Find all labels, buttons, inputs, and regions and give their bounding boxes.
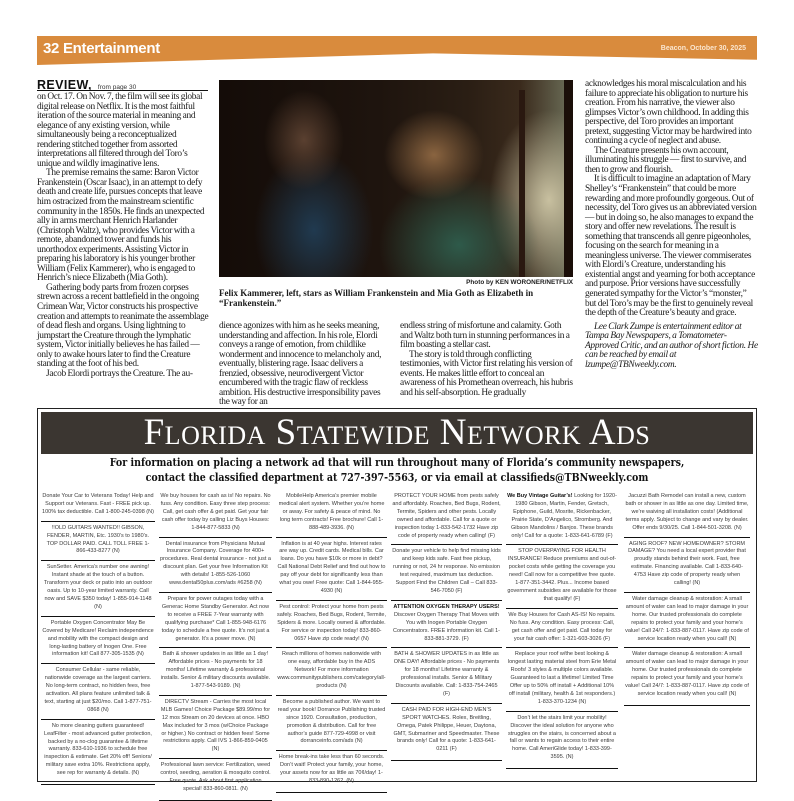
ad-text: MobileHelp America’s premier mobile medical alert system. Whether you’re home or away. For safety & peace of mind. No long term contracts! Free brochure! Call 1-888-489-3936. (N) [278,493,385,531]
ad-text: DIRECTV Stream - Carries the most local MLB Games! Choice Package $89.99/mo for 12 mos Stream on 20 devices at once. HBO Max included for 3 mos (w/Choice Package or higher.) No contract or hidden fees! Some restrictions apply. Call IVS 1-866-859-0405 (N) [160,698,271,753]
classified-ad [159,695,272,758]
classified-ad [276,490,387,537]
ad-text: Jacuzzi Bath Remodel can install a new, custom bath or shower in as little as one day. Limited time, we’re waiving all installation costs! (Additional terms apply. Subject to change and vary by dealer. Offer ends 9/30/25. Call 1-844-501-3208. (N) [625,493,749,531]
classified-ad [276,537,387,600]
article-paragraph: on Oct. 17. On Nov. 7, the film will see its global digital release on Netflix. It is the most faithful iteration of the source material in meaning and elegance of any existing version, while simultaneously being a reconceptualized rendering stitched together from assorted interpretations all filtered through del Toro’s unique and wildly imaginative lens. [37,92,203,169]
classified-ad [506,711,618,766]
classified-ad [159,647,272,695]
ad-text: Professional lawn service: Fertilization, weed control, seeding, aeration & mosquito control. Free quote. Ask about first application special! 833-860-0811. (N) [160,762,271,792]
article-column-4 [585,80,758,370]
article-paragraph: dience agonizes with him as he seeks meaning, understanding and affection. In his role, Elordi conveys a range of emotion, from childlike wonderment and innocence to melancholy and, eventually, blistering rage. Isaac delivers a frenzied, obsessive, neurodivergent Victor encumbered with the tragic flaw of reckless ambition. His destructive irresponsibility paves the way for an [219,321,382,408]
ad-text: Reach millions of homes nationwide with one easy, affordable buy in the ADS Network! For more information www.communitypublishers.com/category/all-products (N) [277,651,386,690]
ad-lead: ATTENTION OXYGEN THERAPY USERS! [393,603,500,610]
article-paragraph: acknowledges his moral miscalculation and his failure to appreciate his obligation to nurture his creation. From his narrative, the viewer also glimpses Victor’s own childhood. In adding this perspective, del Toro provides an important pretext, suggesting Victor may be hardwired into continuing a cycle of neglect and abuse. [585,79,752,147]
ad-text: Prepare for power outages today with a Generac Home Standby Generator. Act now to receive a FREE 7-Year warranty with qualifying purchase* Call 1-855-948-6176 today to schedule a free quote. It’s not just a generator. It’s a power move. (N) [161,595,270,642]
classified-ad [624,490,750,537]
ad-text: Inflation is at 40 year highs. Interest rates are way up. Credit cards. Medical bills. Car loans. Do you have $10k or more in debt? Call National Debt Relief and find out how to pay off your debt for significantly less than what you owe! Free quote: Call 1-844-955-4930 (N) [277,540,386,594]
ad-text: No more cleaning gutters guaranteed! LeafFilter - most advanced gutter protection, backed by a no-clog guarantee & lifetime warranty. 833-610-1936 to schedule free inspection & estimate. Get 20% off! Seniors/ military save extra 10%. Restrictions apply, see rep for warranty & details. (N) [44,722,152,777]
article-photo [219,80,573,277]
classified-ad [276,750,387,790]
ads-phone[interactable]: 727-397-5563 [340,470,415,484]
classified-ad [624,592,750,647]
ads-info-line-2 [88,471,705,486]
classified-ad [276,695,387,750]
classified-ad [506,647,618,710]
ad-text: Don’t let the stairs limit your mobility! Discover the ideal solution for anyone who struggles on the stairs, is concerned about a fall or wants to regain access to their entire home. Call AmeriGlide today! 1-833-399-3595. (N) [508,714,616,761]
classified-ad [41,560,155,615]
article-paragraph: endless string of misfortune and calamity. Goth and Waltz both turn in stunning performances in a film boasting a stellar cast. [400,321,570,351]
ad-text: Donate your vehicle to help find missing kids and keep kids safe. Fast free pickup, running or not, 24 hr response. No emission test required, maximum tax deduction. Support Find the Children Call – Call 833-546-7050 (F) [392,548,501,594]
article-paragraph: The Creature presents his own account, illuminating his struggle — first to survive, and then to grow and flourish. [585,145,747,175]
classified-ad [391,647,502,702]
dateline: Beacon, October 30, 2025 [660,45,746,52]
classified-ad [159,490,272,537]
classified-ad [159,592,272,647]
classified-ad [624,537,750,592]
ad-column-5 [506,490,618,769]
article-column-1 [37,93,209,379]
classified-ad [159,537,272,592]
classified-ad [41,719,155,782]
classified-ad [391,600,502,648]
classified-ad [506,490,618,544]
classified-ad [391,544,502,599]
photo-caption: Felix Kammerer, left, stars as William Frankenstein and Mia Goth as Elizabeth in “Frankenstein.” [219,288,534,308]
article-column-3 [400,322,573,398]
classified-ad [506,544,618,607]
photo-window-frame [519,90,525,277]
ads-info [88,456,705,485]
ad-text: We buy houses for cash as is! No repairs. No fuss. Any condition. Easy three step process: Call, get cash offer & get paid. Get your fair cash offer today by calling Liz Buys Houses: 1-844-877-5833 (N) [160,493,271,531]
ad-lead: We Buy Vintage Guitar’s! [507,493,573,499]
ad-text: CASH PAID FOR HIGH-END MEN’S SPORT WATCHES. Rolex, Breitling, Omega, Patek Philippe, Heuer, Daytona, GMT, Submariner and Speedmaster. These brands only! Call for a quote: 1-833-641-0211 (F) [393,706,500,753]
article-paragraph: The premise remains the same: Baron Victor Frankenstein (Oscar Isaac), in an attempt to defy death and create life, pursues concepts that leave him ostracized from the mainstream scientific community in the 1850s. He finds an unexpected ally in arms merchant Henrich Harlander (Christoph Waltz), who provides Victor with a remote, abandoned tower and funds his unorthodox experiments. Assisting Victor in preparing his laboratory is his younger brother William (Felix Kammerer), who is engaged to Henrich’s niece Elizabeth (Mia Goth). [37,168,205,284]
ad-text: Portable Oxygen Concentrator May Be Covered by Medicare! Reclaim independence and mobility with the compact design and long-lasting battery of Inogen One. Free information kit! Call 877-305-1535 (N) [42,619,154,658]
ads-info-text: , or via email at [414,470,498,484]
classified-ad [624,647,750,702]
ads-email[interactable]: classifieds@TBNweekly.com [500,470,649,484]
ad-text: Donate Your Car to Veterans Today! Help and Support our Veterans. Fast - FREE pick up. 100% tax deductible. Call 1-800-245-0398 (N) [42,493,154,515]
ad-text: Bath & shower updates in as little as 1 day! Affordable prices - No payments for 18 months! Lifetime warranty & professional installs. Senior & military discounts available. 1-877-543-9189. (N) [160,651,271,690]
ads-info-text: contact the classified department at [145,470,338,484]
section-title: 32 Entertainment [43,40,160,57]
ad-text: Home break-ins take less than 60 seconds. Don’t wait! Protect your family, your home, your assets now for as little as 70¢/day! 1-833-890-1262. (N) [278,754,385,785]
classified-ad [276,600,387,648]
jump-title: REVIEW, [37,78,92,92]
ad-text: BATH & SHOWER UPDATES in as little as ONE DAY! Affordable prices - No payments for 18 months! Lifetime warranty & professional installs. Senior & Military Discounts available. Call: 1-833-754-2465 (F) [393,651,500,697]
ad-column-3 [276,490,387,793]
classified-ad [41,521,155,561]
ad-text: PROTECT YOUR HOME from pests safely and affordably. Roaches, Bed Bugs, Rodent, Termite, Spiders and other pests. Locally owned and affordable. Call for a quote or inspection today 1-833-542-1732 Have zip code of property ready when calling! (F) [392,493,501,539]
ad-column-6 [624,490,750,706]
classified-ad [506,608,618,648]
ad-text: Looking for 1920-1980 Gibson, Martin, Fender, Gretsch, Epiphone, Guild, Mosrite, Rickenbacker, Prairie State, D’Angelico, Stromberg. And Gibson Mandolins / Banjos. These brands only! Call for a quote: 1-833-641-6789 (F) [510,493,617,539]
article-paragraph: The story is told through conflicting testimonies, with Victor first relating his version of events. He makes little effort to conceal an awareness of his Promethean overreach, his hubris and his self-absorption. He gradually [400,349,573,398]
ad-text: Water damage cleanup & restoration: A small amount of water can lead to major damage in your home. Our trusted professionals do complete repairs to protect your family and your home’s value! Call 24/7: 1-833-887-0117. Have zip code of service location ready when you call! (N) [625,595,749,642]
ad-text: Discover Oxygen Therapy That Moves with You with Inogen Portable Oxygen Concentrators. FREE information kit. Call 1-833-881-3729. (F) [393,611,500,642]
photo-credit: Photo by KEN WORONER/NETFLIX [466,279,573,286]
ad-text: AGING ROOF? NEW HOMEOWNER? STORM DAMAGE? You need a local expert provider that proudly stands behind their work. Fast, free estimate. Financing available. Call 1-833-640-4753 Have zip code of property ready when calling! (N) [628,540,746,587]
classified-ads-box [37,408,757,792]
article-column-2 [219,322,389,408]
ad-text: Consumer Cellular - same reliable, nationwide coverage as the largest carriers. No long-term contract, no hidden fees, free activation. All plans feature unlimited talk & text, starting at just $20/mo. Call 1-877-751-0868 (N) [44,667,152,713]
ad-text: Replace your roof w/the best looking & longest lasting material steel from Erie Metal Roofs! 3 styles & multiple colors available. Guaranteed to last a lifetime! Limited Time Offer up to 50% off install + Additional 10% off install (military, health & 1st responders.) 1-833-370-1234 (N) [507,651,617,705]
classified-ad [391,703,502,758]
ad-text: Water damage cleanup & restoration: A small amount of water can lead to major damage in your home. Our trusted professionals do complete repairs to protect your family and your home’s value! Call 24/7: 1-833-887-0117. Have zip code of service location ready when you call! (N) [625,651,749,697]
ad-text: Dental insurance from Physicians Mutual Insurance Company. Coverage for 400+ procedures. Real dental insurance - not just a discount plan. Get your free Information Kit with details! 1-855-526-1060 www.dental50plus.com/ads #6258 (N) [160,540,271,587]
ad-column-2 [159,490,272,801]
classified-ad [276,647,387,695]
ad-text: STOP OVERPAYING FOR HEALTH INSURANCE! Reduce premiums and out-of-pocket costs while getting the coverage you need! Call now for a competitive free quote. 1-877-351-3442. Plus... Income based government subsidies are available for those that qualify! (F) [507,548,617,602]
ad-text: SunSetter. America’s number one awning! Instant shade at the touch of a button. Transform your deck or patio into an outdoor oasis. Up to 10-year limited warranty. Call now and SAVE $350 today! 1-855-914-1148 (N) [43,564,153,610]
ads-info-line-1: For information on placing a network ad that will run throughout many of Florida’s community newspapers, [109,456,685,469]
jump-heading [37,76,208,91]
article-paragraph: Gathering body parts from frozen corpses strewn across a recent battlefield in the ongoing Crimean War, Victor constructs his prospective creation and attempts to reanimate the assemblage of dead flesh and organs. Using lightning to jumpstart the Creature through the lymphatic system, Victor initially believes he has failed — only to awake hours later to find the Creature standing at the foot of his bed. [37,282,209,370]
jump-from-link[interactable]: from page 30 [97,84,137,91]
ads-title: Florida Statewide Network Ads [41,412,753,454]
photo-window-frame [564,80,573,277]
author-bio: Lee Clark Zumpe is entertainment editor at Tampa Bay Newspapers, a Tomatometer-Approved Critic, and an author of short fiction. He can be reached by email at lzumpe@TBNweekly.com. [585,321,758,370]
classified-ad [391,490,502,544]
ad-text: Become a published author. We want to read your book! Dorrance Publishing trusted since 1920. Consultation, production, promotion & distribution. Call for free author’s guide 877-729-4998 or visit dorranceinfo.com/ads (N) [277,698,386,745]
article-paragraph: It is difficult to imagine an adaptation of Mary Shelley’s “Frankenstein” that could be more rewarding and more profoundly gorgeous. Out of necessity, del Toro gives us an abbreviated version — but in doing so, he also manages to expand the story and offer new revelations. The result is something that transcends all genre pigeonholes, focusing on the search for meaning in a meaningless universe. The viewer commiserates with Elordi’s Creature, understanding his existential angst and yearning for both acceptance and purpose. Prior versions have successfully generated sympathy for the Victor’s “monster,” but del Toro’s may be the first to genuinely reveal the depth of the Creature’s beauty and grace. [585,174,757,319]
ad-column-4 [391,490,502,761]
classified-ad [41,490,155,521]
ad-text: Pest control: Protect your home from pests safely. Roaches, Bed Bugs, Rodent, Termite, Spiders & more. Locally owned & affordable. For service or inspection today! 833-860-0657 Have zip code ready! (N) [277,603,386,642]
ad-text: !!OLD GUITARS WANTED!! GIBSON, FENDER, MARTIN, Etc. 1930’s to 1980’s. TOP DOLLAR PAID. CALL TOLL FREE 1-866-433-8277 (N) [46,524,150,555]
ad-column-1 [41,490,155,785]
ad-text: We Buy Houses for Cash AS-IS! No repairs. No fuss. Any condition. Easy process: Call, get cash offer and get paid. Call today for your fair cash offer: 1-321-603-3026 (F) [508,611,616,642]
article-paragraph: Jacob Elordi portrays the Creature. The au- [46,368,193,379]
classified-ad [41,663,155,718]
classified-ad [41,616,155,664]
